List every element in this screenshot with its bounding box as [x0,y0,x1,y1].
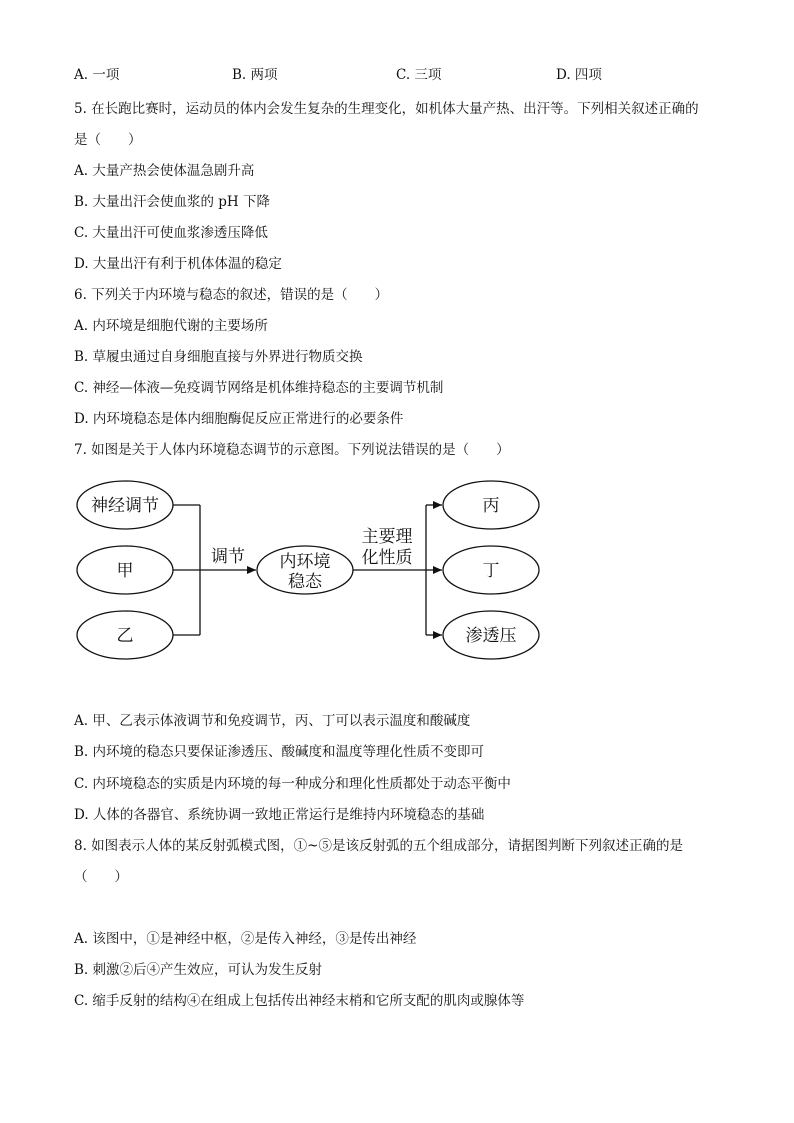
q6-option-a: A. 内环境是细胞代谢的主要场所 [74,318,268,334]
q6-option-c: C. 神经—体液—免疫调节网络是机体维持稳态的主要调节机制 [74,380,444,396]
node-homeostasis-line1: 内环境 [279,552,331,572]
node-bing-label: 丙 [482,496,500,516]
q4-option-d: D. 四项 [556,67,602,83]
q7-option-c: C. 内环境稳态的实质是内环境的每一种成分和理化性质都处于动态平衡中 [74,776,511,792]
q5-option-c: C. 大量出汗可使血浆渗透压降低 [74,225,268,241]
q8-option-a: A. 该图中，①是神经中枢，②是传入神经，③是传出神经 [74,931,417,947]
q7-option-b: B. 内环境的稳态只要保证渗透压、酸碱度和温度等理化性质不变即可 [74,744,485,760]
arrow-properties-label-line2: 化性质 [361,548,413,568]
node-neural-regulation-label: 神经调节 [91,496,159,516]
node-jia-label: 甲 [116,561,134,581]
arrow-properties-label-line1: 主要理 [361,527,413,547]
q8-option-c: C. 缩手反射的结构④在组成上包括传出神经末梢和它所支配的肌肉或腺体等 [74,993,525,1009]
arrow-regulation-label: 调节 [211,547,245,567]
q5-option-b: B. 大量出汗会使血浆的 pH 下降 [74,194,271,210]
node-yi-label: 乙 [116,626,134,646]
node-ding-label: 丁 [482,561,500,581]
q8-option-b: B. 刺激②后④产生效应，可认为发生反射 [74,962,323,978]
node-osmotic-pressure-label: 渗透压 [465,626,517,646]
q7-option-a: A. 甲、乙表示体液调节和免疫调节，丙、丁可以表示温度和酸碱度 [74,713,471,729]
node-homeostasis-line2: 稳态 [288,572,322,592]
q5-stem-line1: 5. 在长跑比赛时，运动员的体内会发生复杂的生理变化，如机体大量产热、出汗等。下列相关叙述正确的 [74,101,699,117]
q6-option-b: B. 草履虫通过自身细胞直接与外界进行物质交换 [74,349,363,365]
q7-option-d: D. 人体的各器官、系统协调一致地正常运行是维持内环境稳态的基础 [74,807,485,823]
q4-option-a: A. 一项 [74,67,120,83]
q5-stem-line2: 是（ ） [74,132,142,148]
q6-option-d: D. 内环境稳态是体内细胞酶促反应正常进行的必要条件 [74,411,404,427]
q7-stem: 7. 如图是关于人体内环境稳态调节的示意图。下列说法错误的是（ ） [74,442,510,458]
q5-option-d: D. 大量出汗有利于机体体温的稳定 [74,256,282,272]
q4-option-b: B. 两项 [232,67,278,83]
q5-option-a: A. 大量产热会使体温急剧升高 [74,163,255,179]
q8-stem-line1: 8. 如图表示人体的某反射弧模式图，①~⑤是该反射弧的五个组成部分，请据图判断下列叙述正确的是 [74,838,683,854]
homeostasis-diagram [0,470,794,670]
q8-stem-line2: （ ） [74,869,128,885]
q6-stem: 6. 下列关于内环境与稳态的叙述，错误的是（ ） [74,287,389,303]
q4-option-c: C. 三项 [396,67,442,83]
